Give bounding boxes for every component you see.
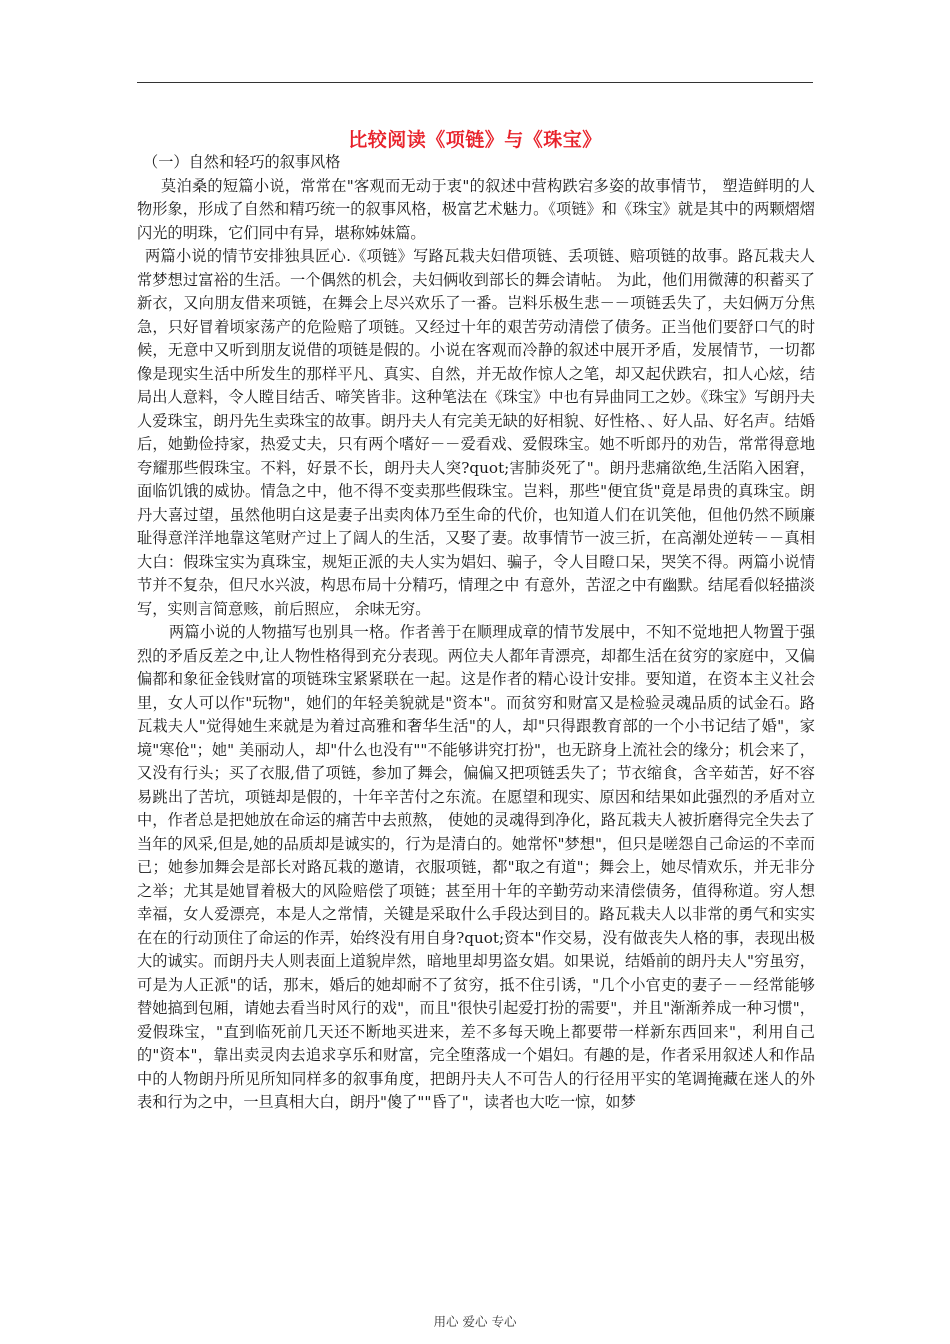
document-body (137, 151, 815, 1115)
paragraph-2: 两篇小说的情节安排独具匠心.《项链》写路瓦栽夫妇借项链、丢项链、赔项链的故事。路瓦栽夫人常梦想过富裕的生活。一个偶然的机会，夫妇俩收到部长的舞会请帖。 为此，他们用微薄的积蓄买了新衣，又向朋友借来项链，在舞会上尽兴欢乐了一番。岂料乐极生悲－－项链丢失了，夫妇俩万分焦急，只好冒着顷家荡产的危险赔了项链。又经过十年的艰苦劳动清偿了债务。正当他们要舒口气的时候，无意中又听到朋友说借的项链是假的。小说在客观而冷静的叙述中展开矛盾，发展情节，一切都像是现实生活中所发生的那样平凡、真实、自然，并无故作惊人之笔，却又起伏跌宕，扣人心炫，结局出人意料，令人瞠目结舌、啼笑皆非。这种笔法在《珠宝》中也有异曲同工之妙。《珠宝》写朗丹夫人爱珠宝，朗丹先生卖珠宝的故事。朗丹夫人有完美无缺的好相貌、好性格、、好人品、好名声。结婚后，她勤俭持家，热爱丈夫，只有两个嗜好－－爱看戏、爱假珠宝。她不听郎丹的劝告，常常得意地夸耀那些假珠宝。不料，好景不长，朗丹夫人突?quot;害肺炎死了"。朗丹悲痛欲绝,生活陷入困窘，面临饥饿的威协。情急之中，他不得不变卖那些假珠宝。岂料，那些"便宜货"竟是昂贵的真珠宝。朗丹大喜过望，虽然他明白这是妻子出卖肉体乃至生命的代价，也知道人们在讥笑他，但他仍然不顾廉耻得意洋洋地靠这笔财产过上了阔人的生活，又娶了妻。故事情节一波三折，在高潮处逆转－－真相大白：假珠宝实为真珠宝，规矩正派的夫人实为娼妇、骗子，令人目瞪口呆，哭笑不得。两篇小说情节并不复杂，但尺水兴波，构思布局十分精巧，情理之中 有意外，苦涩之中有幽默。结尾看似轻描淡写，实则言简意赅，前后照应， 余味无穷。 (137, 247, 815, 618)
document-title: 比较阅读《项链》与《珠宝》 (348, 129, 602, 151)
paragraph-1: 莫泊桑的短篇小说，常常在"客观而无动于衷"的叙述中营构跌宕多姿的故事情节， 塑造鲜明的人物形象，形成了自然和精巧统一的叙事风格，极富艺术魅力。《项链》和《珠宝》就是其中的两颗熠熠闪光的明珠，它们同中有异，堪称姊妹篇。 (137, 176, 815, 242)
paragraph-3: 两篇小说的人物描写也别具一格。作者善于在顺理成章的情节发展中，不知不觉地把人物置于强烈的矛盾反差之中,让人物性格得到充分表现。两位夫人都年青漂亮，却都生活在贫穷的家庭中，又偏偏都和象征金钱财富的项链珠宝紧紧联在一起。这是作者的精心设计安排。要知道，在资本主义社会里，女人可以作"玩物"，她们的年轻美貌就是"资本"。而贫穷和财富又是检验灵魂品质的试金石。路瓦栽夫人"觉得她生来就是为着过高雅和奢华生活"的人，却"只得跟教育部的一个小书记结了婚"，家境"寒伧"；她" 美丽动人，却"什么也没有""不能够讲究打扮"，也无跻身上流社会的缘分；机会来了，又没有行头；买了衣服,借了项链，参加了舞会，偏偏又把项链丢失了；节衣缩食，含辛茹苦，好不容易跳出了苦坑，项链却是假的，十年辛苦付之东流。在愿望和现实、原因和结果如此强烈的矛盾对立中，作者总是把她放在命运的痛苦中去煎熬， 使她的灵魂得到净化，路瓦栽夫人被折磨得完全失去了当年的风采,但是,她的品质却是诚实的，行为是清白的。她常怀"梦想"，但只是嗟怨自己命运的不幸而已；她参加舞会是部长对路瓦栽的邀请，衣服项链，都"取之有道"；舞会上，她尽情欢乐，并无非分之举；尤其是她冒着极大的风险赔偿了项链；甚至用十年的辛勤劳动来清偿债务，值得称道。穷人想幸福，女人爱漂亮，本是人之常情，关键是采取什么手段达到目的。路瓦栽夫人以非常的勇气和实实在在的行动顶住了命运的作弄，始终没有用自身?quot;资本"作交易，没有做丧失人格的事，表现出极大的诚实。而朗丹夫人则表面上道貌岸然，暗地里却男盗女娼。如果说，结婚前的朗丹夫人"穷虽穷，可是为人正派"的话，那末，婚后的她却耐不了贫穷，抵不住引诱，"几个小官吏的妻子－－经常能够替她搞到包厢，请她去看当时风行的戏"，而且"很快引起爱打扮的需要"，并且"渐渐养成一种习惯"，爱假珠宝，"直到临死前几天还不断地买进来，差不多每天晚上都要带一样新东西回来"，利用自己的"资本"，靠出卖灵肉去追求享乐和财富，完全堕落成一个娼妇。有趣的是，作者采用叙述人和作品中的人物朗丹所见所知同样多的叙事角度，把朗丹夫人不可告人的行径用平实的笔调掩藏在迷人的外表和行为之中，一旦真相大白，朗丹"傻了""昏了"，读者也大吃一惊，如梦 (137, 623, 815, 1111)
header-rule (137, 82, 813, 83)
page-footer: 用心 爱心 专心 (433, 1314, 517, 1329)
section-subheading: （一）自然和轻巧的叙事风格 (143, 153, 341, 171)
